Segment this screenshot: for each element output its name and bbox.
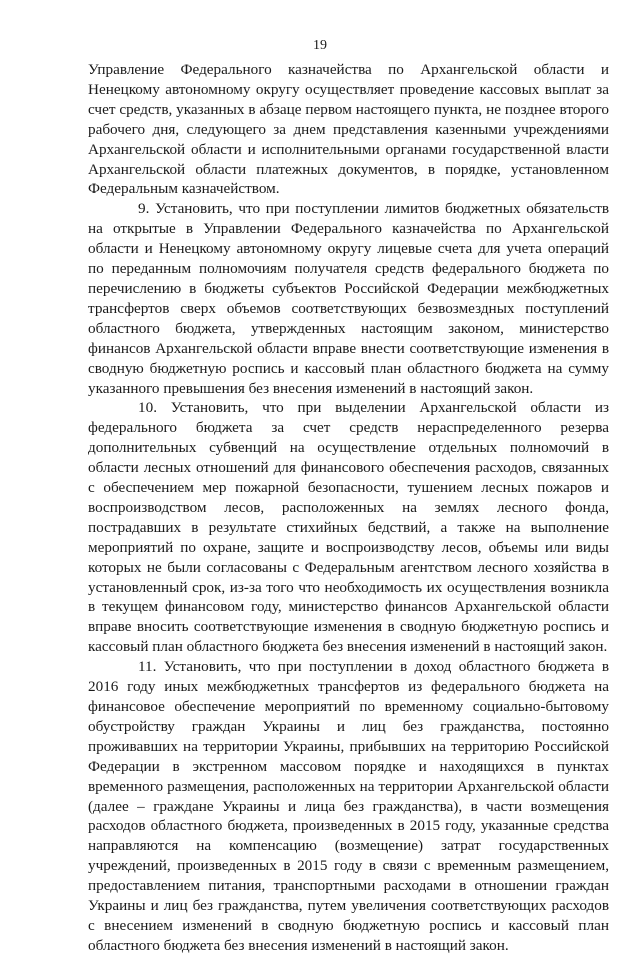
page-number: 19 [313,38,327,53]
paragraph-item-10: 10. Установить, что при выделении Архангельской области из федерального бюджета за счет средств нераспределенного резерва дополнительных субвенций на осуществление отдельных полномочий в области лесных отношений для финансового обеспечения расходов, связанных с обеспечением мер пожарной безопасности, тушением лесных пожаров и воспроизводством лесов, расположенных на землях лесного фонда, пострадавших в результате стихийных бедствий, а также на выполнение мероприятий по охране, защите и воспроизводству лесов, объемы или виды которых не были согласованы с Федеральным агентством лесного хозяйства в установленный срок, из-за того что необходимость их осуществления возникла в текущем финансовом году, министерство финансов Архангельской области вправе вносить соответствующие изменения в сводную бюджетную роспись и кассовый план областного бюджета без внесения изменений в настоящий закон. [88,399,609,656]
paragraph-item-9: 9. Установить, что при поступлении лимитов бюджетных обязательств на открытые в Управлении Федерального казначейства по Архангельской области и Ненецкому автономному округу лицевые счета для учета операций по переданным полномочиям получателя средств федерального бюджета по перечислению в бюджеты субъектов Российской Федерации межбюджетных трансфертов сверх объемов соответствующих безвозмездных поступлений областного бюджета, утвержденных настоящим законом, министерство финансов Архангельской области вправе внести соответствующие изменения в сводную бюджетную роспись и кассовый план областного бюджета на сумму указанного превышения без внесения изменений в настоящий закон. [88,200,609,397]
document-body [88,60,609,956]
paragraph-continuation: Управление Федерального казначейства по Архангельской области и Ненецкому автономному округу осуществляет проведение кассовых выплат за счет средств, указанных в абзаце первом настоящего пункта, не позднее второго рабочего дня, следующего за днем представления казенными учреждениями Архангельской области и исполнительными органами государственной власти Архангельской области платежных документов, в порядке, установленном Федеральным казначейством. [88,61,609,198]
paragraph-item-11: 11. Установить, что при поступлении в доход областного бюджета в 2016 году иных межбюджетных трансфертов из федерального бюджета на финансовое обеспечение мероприятий по временному социально-бытовому обустройству граждан Украины и лиц без гражданства, постоянно проживавших на территории Украины, прибывших на территорию Российской Федерации в экстренном массовом порядке и находящихся в пунктах временного размещения, расположенных на территории Архангельской области (далее – граждане Украины и лица без гражданства), в части возмещения расходов областного бюджета, произведенных в 2015 году, указанные средства направляются на компенсацию (возмещение) затрат государственных учреждений, произведенных в 2015 году в связи с временным размещением, предоставлением питания, транспортными расходами в отношении граждан Украины и лиц без гражданства, путем увеличения соответствующих расходов с внесением изменений в сводную бюджетную роспись и кассовый план областного бюджета без внесения изменений в настоящий закон. [88,658,609,954]
